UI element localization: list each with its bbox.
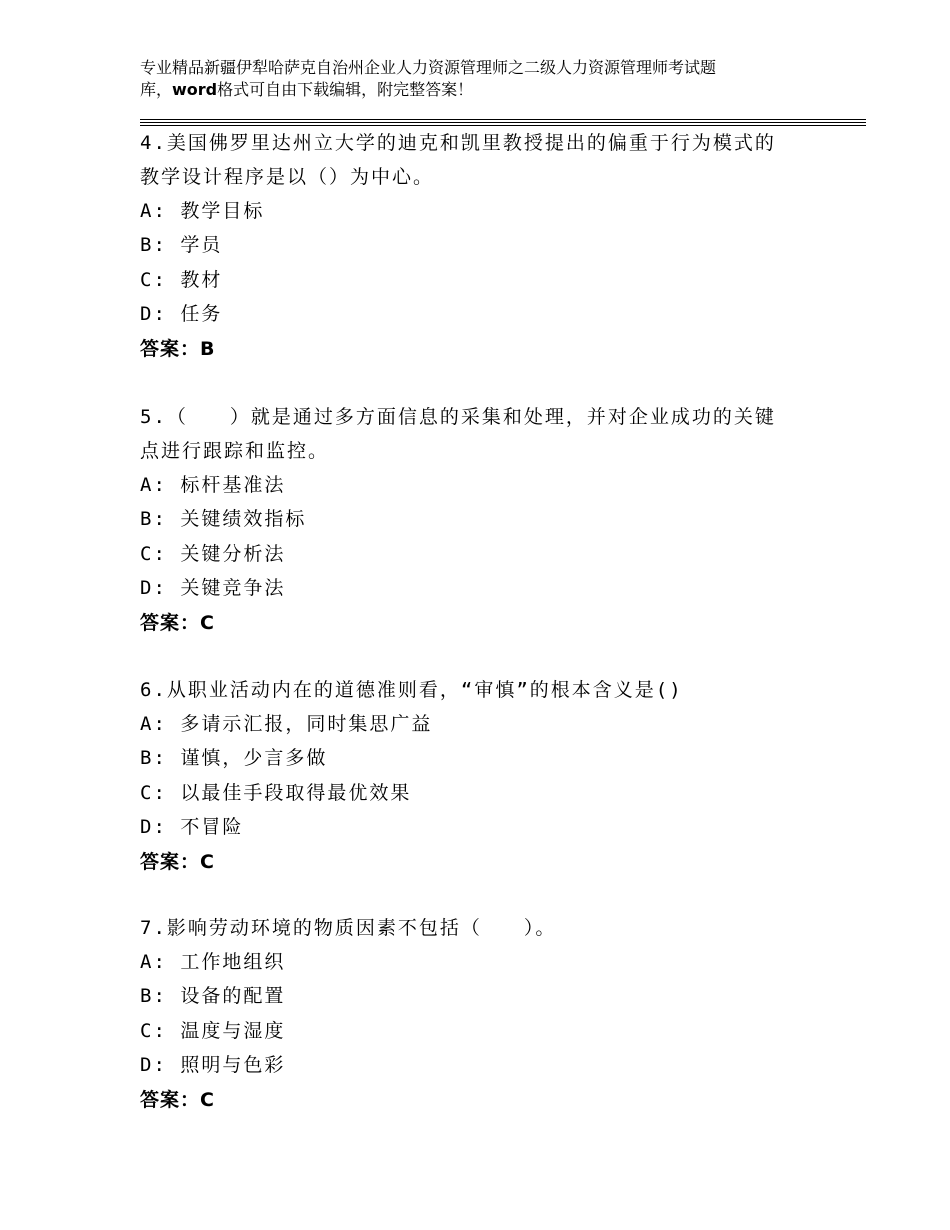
question-text-line: 6.从职业活动内在的道德准则看，“审慎”的根本含义是() [140, 679, 683, 701]
option-d: D: 照明与色彩 [140, 1054, 286, 1077]
header-line-1: 专业精品新疆伊犁哈萨克自治州企业人力资源管理师之二级人力资源管理师考试题 [140, 58, 717, 77]
question-text-line: 4.美国佛罗里达州立大学的迪克和凯里教授提出的偏重于行为模式的 [140, 132, 776, 154]
option-b: B: 学员 [140, 234, 223, 257]
question-text-line: 点进行跟踪和监控。 [140, 440, 330, 462]
header-divider-line [140, 119, 866, 120]
document-header [140, 57, 840, 101]
option-c: C: 温度与湿度 [140, 1019, 286, 1042]
option-c: C: 以最佳手段取得最优效果 [140, 781, 412, 804]
option-b: B: 设备的配置 [140, 985, 286, 1008]
answer-label: 答案：B [140, 337, 216, 360]
header-line-2-prefix: 库， [140, 80, 173, 99]
option-b: B: 谨慎，少言多做 [140, 747, 328, 770]
option-d: D: 关键竞争法 [140, 577, 286, 600]
header-line-2 [140, 79, 840, 101]
option-a: A: 标杆基准法 [140, 474, 286, 496]
answer-label: 答案：C [140, 611, 215, 634]
question-4 [140, 126, 840, 366]
option-c: C: 关键分析法 [140, 542, 286, 565]
option-a: A: 工作地组织 [140, 951, 286, 973]
answer-label: 答案：C [140, 1088, 215, 1111]
question-text-line: 7.影响劳动环境的物质因素不包括（ ）。 [140, 917, 557, 939]
option-c: C: 教材 [140, 268, 223, 291]
question-5 [140, 400, 840, 640]
option-d: D: 任务 [140, 303, 223, 326]
question-text-line: 教学设计程序是以（）为中心。 [140, 166, 435, 188]
option-b: B: 关键绩效指标 [140, 508, 307, 531]
question-text-line: 5.（ ）就是通过多方面信息的采集和处理，并对企业成功的关键 [140, 406, 776, 428]
option-a: A: 教学目标 [140, 200, 265, 222]
header-divider-line [140, 122, 866, 123]
option-a: A: 多请示汇报，同时集思广益 [140, 713, 433, 735]
question-6 [140, 673, 840, 879]
header-word-keyword: word [172, 80, 218, 99]
answer-label: 答案：C [140, 850, 215, 873]
question-7 [140, 911, 840, 1117]
header-line-2-suffix: 格式可自由下载编辑，附完整答案！ [217, 80, 474, 99]
option-d: D: 不冒险 [140, 816, 244, 839]
